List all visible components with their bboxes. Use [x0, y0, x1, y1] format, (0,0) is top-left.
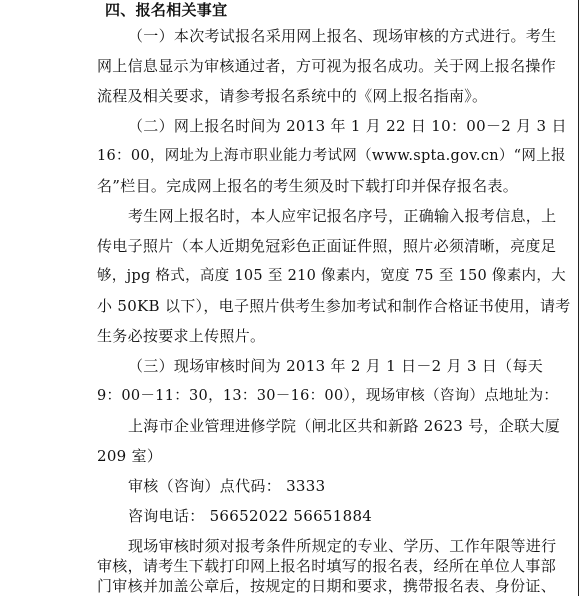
paragraph-5-line-1: 现场审核时须对报考条件所规定的专业、学历、工作年限等进行: [128, 537, 557, 555]
paragraph-3-line-3: 够，jpg 格式，高度 105 至 210 像素内，宽度 75 至 150 像素内，大: [97, 268, 566, 284]
postcode-line: 审核（咨询）点代码： 3333: [128, 477, 326, 495]
phone-line: 咨询电话： 56652022 56651884: [128, 507, 373, 525]
paragraph-4-line-1: （三）现场审核时间为 2013 年 2 月 1 日－2 月 3 日（每天: [128, 357, 544, 375]
section-heading: 四、报名相关事宜: [105, 1, 228, 19]
paragraph-3-line-4: 小 50KB 以下），电子照片供考生参加考试和制作合格证书使用，请考: [97, 297, 571, 315]
address-line-2: 209 室）: [97, 447, 163, 465]
paragraph-3-line-2: 传电子照片（本人近期免冠彩色正面证件照，照片必须清晰，亮度足: [97, 237, 557, 255]
paragraph-5-line-2: 审核，请考生下载打印网上报名时填写的报名表，经所在单位人事部: [97, 557, 557, 575]
right-margin-rule: [578, 0, 579, 596]
paragraph-1-line-1: （一）本次考试报名采用网上报名、现场审核的方式进行。考生: [128, 27, 557, 45]
paragraph-1-line-2: 网上信息显示为审核通过者，方可视为报名成功。关于网上报名操作: [97, 57, 557, 75]
paragraph-2-line-3: 名”栏目。完成网上报名的考生须及时下载打印并保存报名表。: [97, 177, 519, 195]
address-line-1: 上海市企业管理进修学院（闸北区共和新路 2623 号，企联大厦: [128, 417, 561, 435]
paragraph-1-line-3: 流程及相关要求，请参考报名系统中的《网上报名指南》。: [97, 87, 488, 105]
paragraph-2-line-1: （二）网上报名时间为 2013 年 1 月 22 日 10：00－2 月 3 日: [128, 117, 567, 135]
paragraph-4-line-2: 9：00－11：30，13：30－16：00），现场审核（咨询）点地址为：: [97, 388, 559, 404]
paragraph-2-line-2: 16：00，网址为上海市职业能力考试网（www.spta.gov.cn）“网上报: [97, 148, 566, 164]
paragraph-5-line-3: 门审核并加盖公章后，按规定的日期和要求，携带报名表、身份证、: [97, 577, 557, 595]
paragraph-3-line-5: 生务必按要求上传照片。: [97, 327, 266, 345]
paragraph-3-line-1: 考生网上报名时，本人应牢记报名序号，正确输入报考信息，上: [128, 207, 557, 225]
